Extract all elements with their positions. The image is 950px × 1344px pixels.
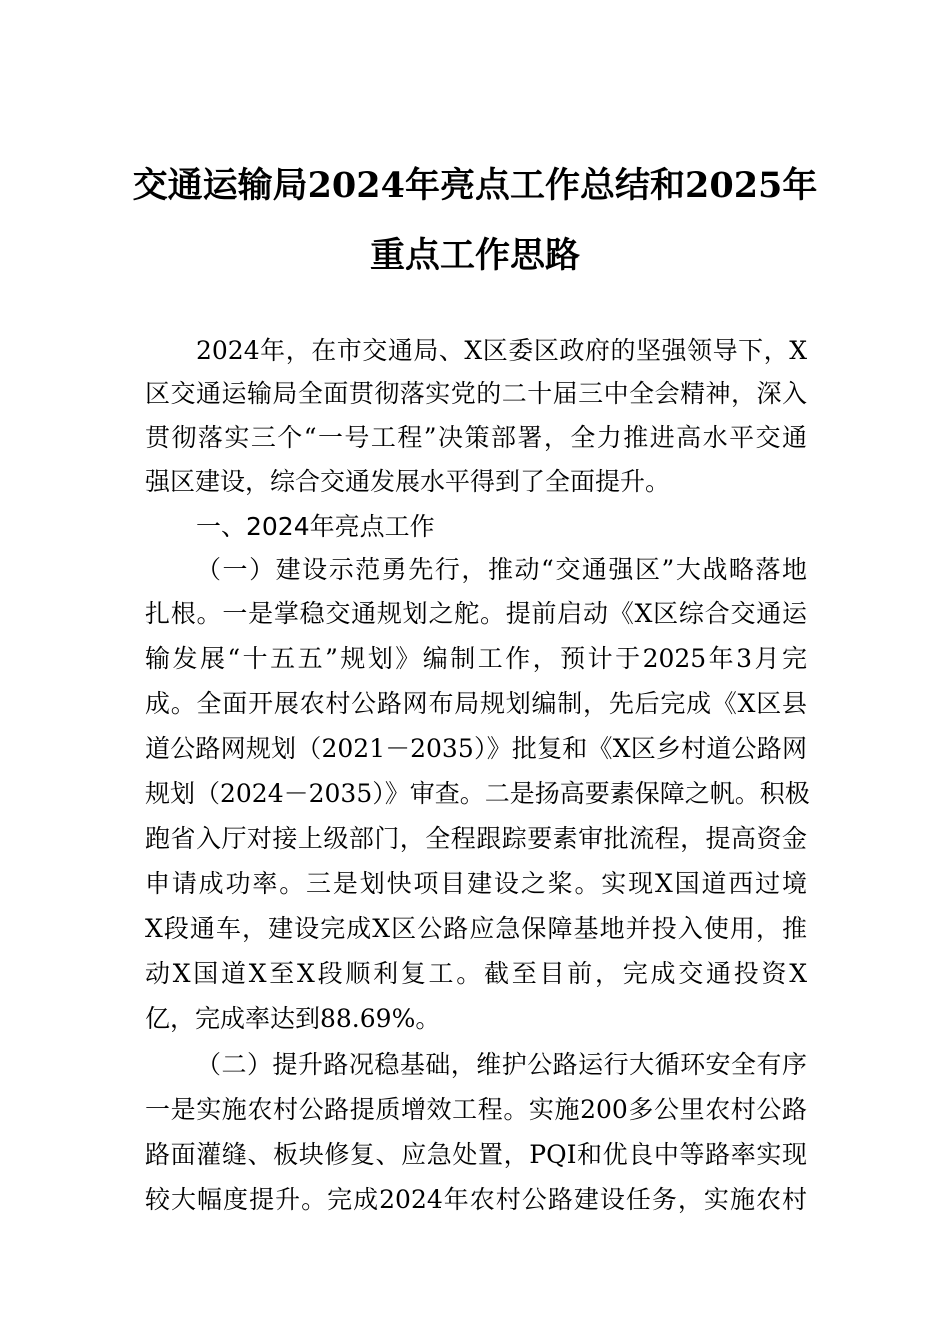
body-line: 跑省入厅对接上级部门，全程跟踪要素审批流程，提高资金 [145, 824, 807, 853]
body-line: X段通车，建设完成X区公路应急保障基地并投入使用，推 [145, 914, 807, 943]
body-line: 贯彻落实三个“一号工程”决策部署，全力推进高水平交通 [145, 423, 807, 452]
body-line [145, 596, 807, 632]
body-line: 申请成功率。三是划快项目建设之桨。实现X国道西过境 [145, 869, 807, 898]
subsection-heading-tail: 扎根。 [145, 599, 223, 628]
body-line: 亿，完成率达到88.69%。 [145, 1004, 441, 1033]
body-line: 输发展“十五五”规划》编制工作，预计于2025年3月完 [145, 644, 807, 673]
body-line: 动X国道X至X段顺利复工。截至目前，完成交通投资X [145, 959, 807, 988]
subsection-heading: （一）建设示范勇先行，推动“交通强区”大战略落地 [196, 555, 807, 584]
body-line: 规划（2024－2035）》审查。二是扬高要素保障之帆。积极 [145, 779, 810, 808]
body-line: 成。全面开展农村公路网布局规划编制，先后完成《X区县 [145, 689, 807, 718]
body-line: 强区建设，综合交通发展水平得到了全面提升。 [145, 467, 671, 496]
section-heading: 一、2024年亮点工作 [196, 512, 435, 541]
subsection-heading: （二）提升路况稳基础，维护公路运行大循环安全有序 [196, 1050, 807, 1079]
body-line: 道公路网规划（2021－2035）》批复和《X区乡村道公路网 [145, 734, 807, 763]
body-line: 2024年，在市交通局、X区委区政府的坚强领导下，X [196, 336, 807, 365]
body-text: 一是掌稳交通规划之舵。提前启动《X区综合交通运 [222, 599, 807, 628]
body-line: 路面灌缝、板块修复、应急处置，PQI和优良中等路率实现 [145, 1140, 807, 1169]
document-title-line-1: 交通运输局2024年亮点工作总结和2025年 [132, 165, 818, 206]
document-title-line-2: 重点工作思路 [369, 235, 580, 276]
body-line: 一是实施农村公路提质增效工程。实施200多公里农村公路 [145, 1095, 807, 1124]
body-line: 较大幅度提升。完成2024年农村公路建设任务，实施农村 [145, 1185, 807, 1214]
body-line: 区交通运输局全面贯彻落实党的二十届三中全会精神，深入 [145, 379, 807, 408]
